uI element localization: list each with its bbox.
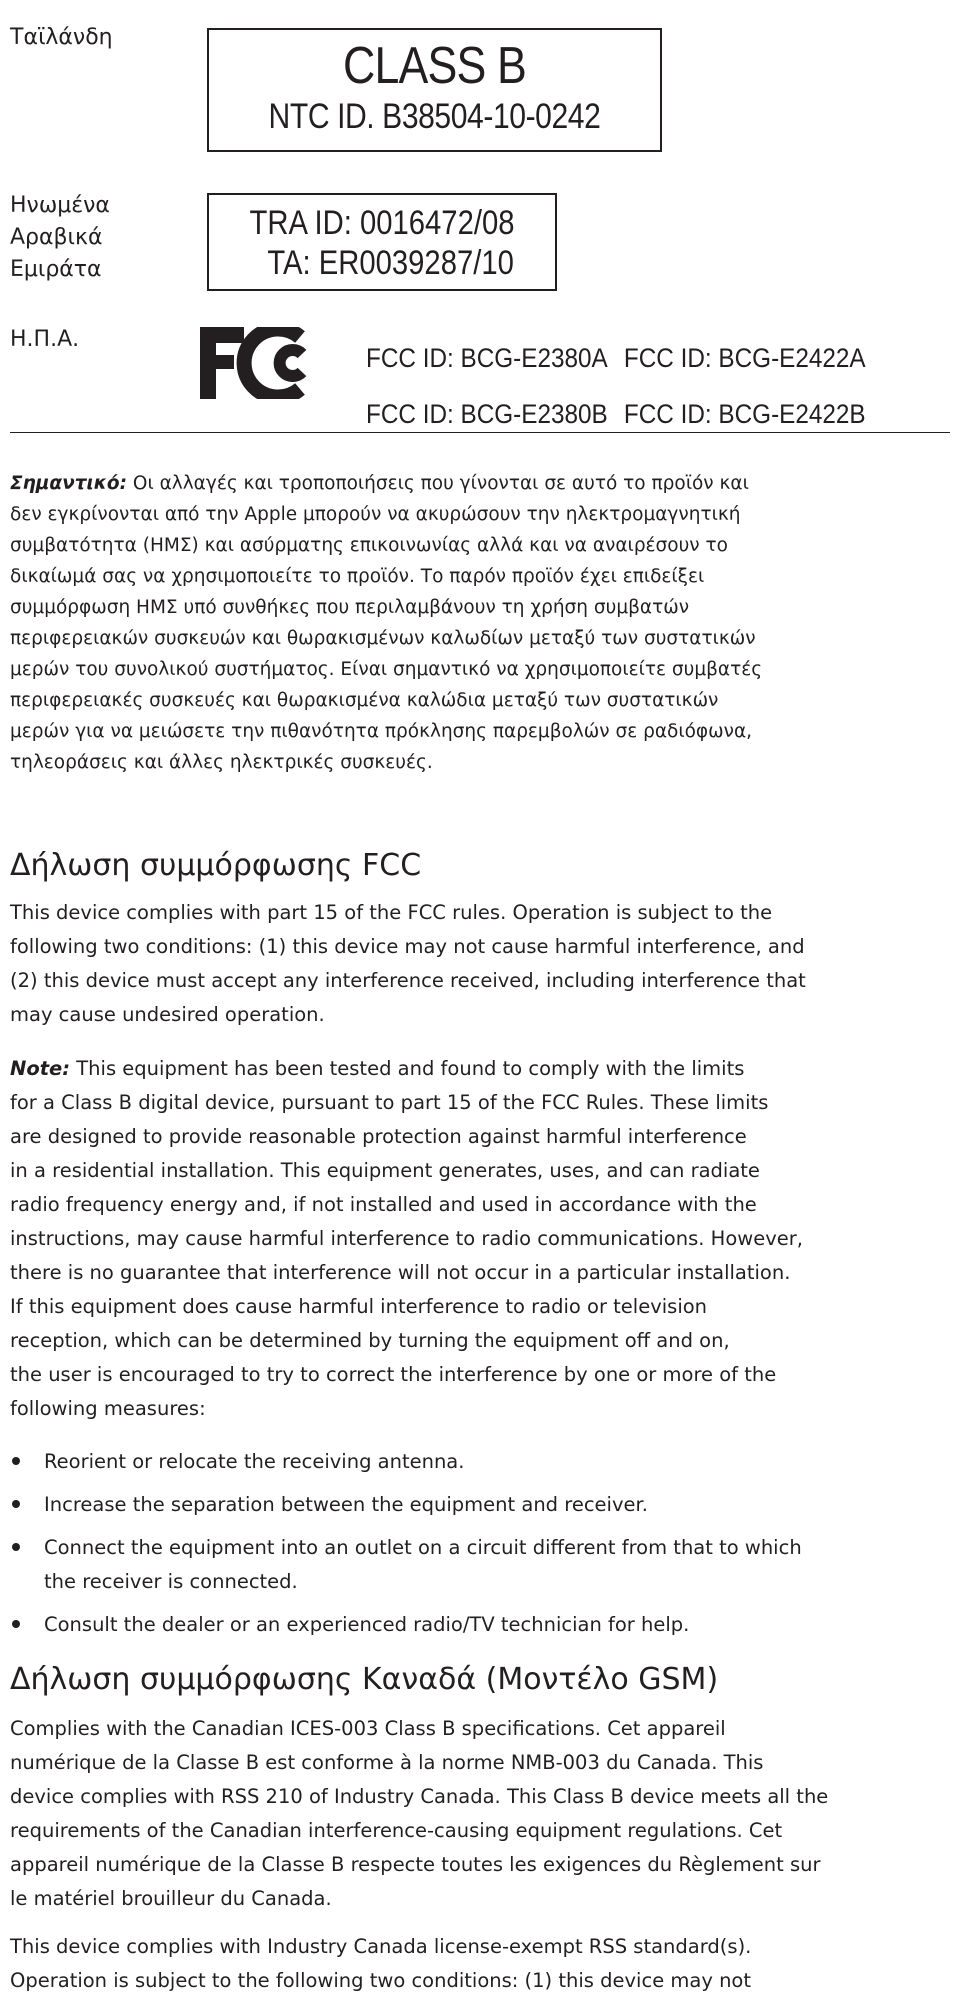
paragraph-line: le matériel brouilleur du Canada. — [10, 1887, 332, 1910]
country-label-uae-line2: Αραβικά — [10, 225, 103, 250]
important-line: δεν εγκρίνονται από την Apple μπορούν να ακυρώσουν την ηλεκτρομαγνητική — [10, 504, 741, 525]
paragraph-line: there is no guarantee that interference will not occur in a particular installation. — [10, 1261, 791, 1284]
fcc-id-e2422a: FCC ID: BCG-E2422A — [623, 343, 866, 373]
bullet-icon — [12, 1543, 20, 1551]
bullet-icon — [12, 1620, 20, 1628]
country-label-uae-line1: Ηνωμένα — [10, 193, 110, 218]
paragraph-line: numérique de la Classe B est conforme à la norme NMB-003 du Canada. This — [10, 1751, 764, 1774]
paragraph-line: reception, which can be determined by turning the equipment off and on, — [10, 1329, 730, 1352]
interference-measures-list — [10, 1445, 955, 1651]
country-label-uae-line3: Εμιράτα — [10, 257, 102, 282]
paragraph-line: may cause undesired operation. — [10, 1003, 325, 1026]
list-item-text: Reorient or relocate the receiving antenna. — [44, 1450, 465, 1473]
paragraph-line: radio frequency energy and, if not installed and used in accordance with the — [10, 1193, 757, 1216]
ntc-id: NTC ID. B38504-10-0242 — [268, 97, 601, 136]
canada-paragraph — [10, 1712, 955, 1916]
bullet-icon — [12, 1457, 20, 1465]
country-label-thailand: Ταϊλάνδη — [10, 25, 113, 50]
fcc-id-e2422b: FCC ID: BCG-E2422B — [623, 399, 866, 429]
paragraph-line: appareil numérique de la Classe B respecte toutes les exigences du Règlement sur — [10, 1853, 821, 1876]
important-line: δικαίωμά σας να χρησιμοποιείτε το προϊόν. Το παρόν προϊόν έχει επιδείξει — [10, 566, 705, 587]
important-line: περιφερειακές συσκευές και θωρακισμένα καλώδια μεταξύ των συστατικών — [10, 690, 719, 711]
list-item — [10, 1488, 955, 1522]
thailand-certification-box — [207, 28, 662, 152]
paragraph-line: following measures: — [10, 1397, 206, 1420]
important-line: τηλεοράσεις και άλλες ηλεκτρικές συσκευές. — [10, 752, 433, 773]
important-line: μερών του συνολικού συστήματος. Είναι σημαντικό να χρησιμοποιείτε συμβατές — [10, 659, 763, 680]
important-line: μερών για να μειώσετε την πιθανότητα πρόκλησης παρεμβολών σε ραδιόφωνα, — [10, 721, 753, 742]
fcc-statement-paragraph — [10, 896, 955, 1032]
paragraph-line: instructions, may cause harmful interference to radio communications. However, — [10, 1227, 803, 1250]
fcc-logo — [200, 327, 312, 399]
bullet-icon — [12, 1500, 20, 1508]
fcc-id-list — [366, 330, 866, 442]
important-line: συμβατότητα (ΗΜΣ) και ασύρματης επικοινωνίας αλλά και να αναιρέσουν το — [10, 535, 728, 556]
important-line: συμμόρφωση ΗΜΣ υπό συνθήκες που περιλαμβάνουν τη χρήση συμβατών — [10, 597, 690, 618]
paragraph-line: If this equipment does cause harmful interference to radio or television — [10, 1295, 708, 1318]
note-label: Note: — [10, 1057, 71, 1080]
paragraph-line: This equipment has been tested and found to comply with the limits — [70, 1057, 745, 1080]
fcc-id-e2380a: FCC ID: BCG-E2380A — [366, 343, 608, 373]
paragraph-line: in a residential installation. This equipment generates, uses, and can radiate — [10, 1159, 760, 1182]
paragraph-line: (2) this device must accept any interference received, including interference that — [10, 969, 806, 992]
list-item — [10, 1445, 955, 1479]
paragraph-line: following two conditions: (1) this device may not cause harmful interference, and — [10, 935, 805, 958]
canada-rss-paragraph — [10, 1930, 955, 1998]
paragraph-line: Operation is subject to the following two conditions: (1) this device may not — [10, 1969, 752, 1992]
divider — [10, 432, 950, 433]
list-item-text: the receiver is connected. — [44, 1570, 298, 1593]
list-item — [10, 1531, 955, 1599]
fcc-id-e2380b: FCC ID: BCG-E2380B — [366, 399, 608, 429]
paragraph-line: the user is encouraged to try to correct the interference by one or more of the — [10, 1363, 777, 1386]
paragraph-line: are designed to provide reasonable protection against harmful interference — [10, 1125, 747, 1148]
ta-id: TA: ER0039287/10 — [267, 244, 514, 282]
paragraph-line: for a Class B digital device, pursuant to part 15 of the FCC Rules. These limits — [10, 1091, 769, 1114]
list-item — [10, 1608, 955, 1642]
fcc-note-paragraph — [10, 1052, 955, 1426]
paragraph-line: requirements of the Canadian interference-causing equipment regulations. Cet — [10, 1819, 783, 1842]
class-b-label: CLASS B — [343, 37, 526, 95]
country-label-uae — [10, 190, 110, 286]
paragraph-line: This device complies with part 15 of the FCC rules. Operation is subject to the — [10, 901, 773, 924]
important-label: Σημαντικό: — [10, 473, 127, 494]
country-label-usa: Η.Π.Α. — [10, 327, 80, 352]
uae-certification-box — [207, 193, 557, 291]
canada-statement-heading: Δήλωση συμμόρφωσης Καναδά (Μοντέλο GSM) — [10, 1662, 719, 1697]
important-notice — [10, 468, 950, 778]
list-item-text: Increase the separation between the equipment and receiver. — [44, 1493, 648, 1516]
important-line: Οι αλλαγές και τροποποιήσεις που γίνονται σε αυτό το προϊόν και — [127, 473, 749, 494]
list-item-text: Connect the equipment into an outlet on a circuit different from that to which — [44, 1536, 802, 1559]
paragraph-line: This device complies with Industry Canada license-exempt RSS standard(s). — [10, 1935, 752, 1958]
important-line: περιφερειακών συσκευών και θωρακισμένων καλωδίων μεταξύ των συστατικών — [10, 628, 756, 649]
paragraph-line: Complies with the Canadian ICES-003 Class B specifications. Cet appareil — [10, 1717, 726, 1740]
tra-id: TRA ID: 0016472/08 — [249, 204, 515, 242]
list-item-text: Consult the dealer or an experienced radio/TV technician for help. — [44, 1613, 690, 1636]
paragraph-line: device complies with RSS 210 of Industry Canada. This Class B device meets all the — [10, 1785, 829, 1808]
fcc-statement-heading: Δήλωση συμμόρφωσης FCC — [10, 848, 422, 883]
